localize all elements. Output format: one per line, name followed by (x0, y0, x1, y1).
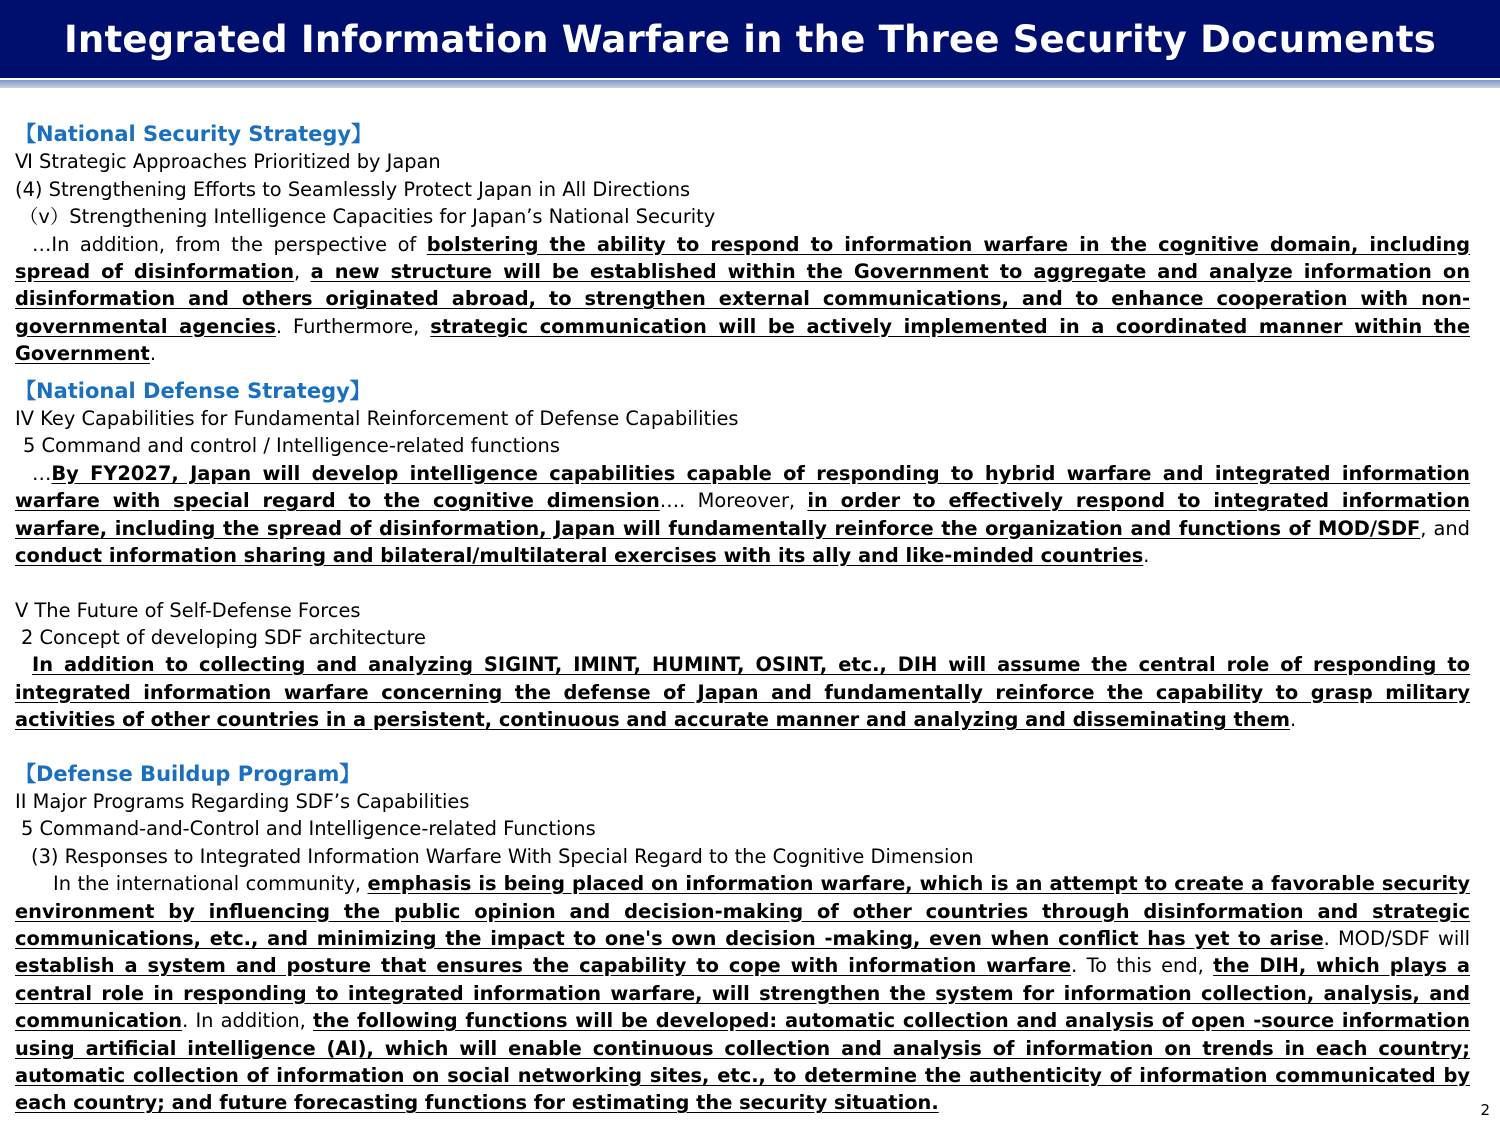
dbp-text-2: . MOD/SDF will (1323, 926, 1470, 950)
dbp-emphasis-2: establish a system and posture that ensures the capability to cope with information warfare (15, 954, 1072, 978)
nds-line-4: 2 Concept of developing SDF architecture (21, 625, 426, 649)
nds-text-4: . (1143, 544, 1150, 568)
nss-emphasis-1: bolstering the ability to respond to information warfare in the cognitive domain, including spread of disinformation (15, 232, 1471, 284)
dbp-emphasis-4: the following functions will be developed: automatic collection and analysis of open -source information using artificial intelligence (AI), which will enable continuous collection and analysis of information on trends in each country; automatic collection of information on social networking sites, etc., to determine the authenticity of information communicated by each country; and future forecasting functions for estimating the security situation. (15, 1009, 1471, 1115)
nds-section (15, 378, 1470, 734)
dbp-text-1: In the international community, (53, 872, 368, 896)
dbp-text-3: . To this end, (1071, 954, 1214, 978)
title-bar (0, 0, 1500, 78)
dbp-heading: 【Defense Buildup Program】 (15, 761, 361, 786)
nss-heading: 【National Security Strategy】 (15, 122, 373, 146)
nds-text-2: …. Moreover, (659, 489, 808, 513)
nss-text-1: …In addition, from the perspective of (32, 232, 427, 256)
page-number: 2 (1480, 1101, 1490, 1119)
title-divider (0, 80, 1500, 88)
nds-text-1: … (32, 461, 52, 485)
dbp-emphasis-1: emphasis is being placed on information warfare, which is an attempt to create a favorable security environment by influencing the public opinion and decision-making of other countries through disinformation and strategic communications, etc., and minimizing the impact to one's own decision -making, even when conflict has yet to arise (15, 872, 1471, 950)
page-title: Integrated Information Warfare in the Three Security Documents (63, 17, 1437, 61)
nss-emphasis-3: strategic communication will be actively implemented in a coordinated manner within the Government (15, 314, 1470, 366)
nss-line-2: (4) Strengthening Efforts to Seamlessly Protect Japan in All Directions (15, 177, 691, 201)
dbp-line-1: II Major Programs Regarding SDF’s Capabilities (15, 789, 470, 813)
dbp-emphasis-3: the DIH, which plays a central role in responding to integrated information warfare, will strengthen the system for information collection, analysis, and communication (15, 954, 1471, 1033)
nds-text-3: , and (1420, 516, 1470, 540)
nds-emphasis-2: in order to effectively respond to integrated information warfare, including the spread of disinformation, Japan will fundamentally reinforce the organization and functions of MOD/SDF (15, 489, 1470, 540)
nss-paragraph (15, 231, 1470, 368)
nds-emphasis-1: By FY2027, Japan will develop intelligence capabilities capable of responding to hybrid warfare and integrated information warfare with special regard to the cognitive dimension (15, 461, 1470, 513)
nss-emphasis-2: a new structure will be established within the Government to aggregate and analyze information on disinformation and others originated abroad, to strengthen external communications, and to enhance cooperation with non-governmental agencies (15, 260, 1470, 338)
dbp-paragraph (15, 870, 1470, 1117)
nds-paragraph-1 (15, 460, 1470, 570)
nds-emphasis-4: In addition to collecting and analyzing SIGINT, IMINT, HUMINT, OSINT, etc., DIH will assume the central role of responding to integrated information warfare concerning the defense of Japan and fundamentally reinforce the capability to grasp military activities of other countries in a persistent, continuous and accurate manner and analyzing and disseminating them (15, 653, 1470, 732)
nds-text-5: . (1289, 708, 1297, 732)
nss-line-3: （ⅴ）Strengthening Intelligence Capacities for Japan’s National Security (19, 205, 716, 229)
document-body (15, 121, 1470, 1117)
nds-emphasis-3: conduct information sharing and bilateral/multilateral exercises with its ally and like-minded countries (15, 544, 1144, 568)
nds-heading: 【National Defense Strategy】 (15, 378, 371, 403)
nss-section (15, 121, 1470, 368)
nss-text-4: . (149, 342, 156, 366)
nds-line-2: 5 Command and control / Intelligence-related functions (23, 434, 560, 458)
dbp-section (15, 761, 1470, 1117)
dbp-line-3: (3) Responses to Integrated Information Warfare With Special Regard to the Cognitive Dimension (31, 844, 974, 868)
nss-line-1: Ⅵ Strategic Approaches Prioritized by Japan (15, 150, 441, 174)
nds-line-3: V The Future of Self-Defense Forces (15, 598, 361, 622)
nss-text-3: . Furthermore, (275, 314, 431, 338)
spacer (15, 570, 1470, 597)
spacer (15, 734, 1470, 761)
nds-line-1: IV Key Capabilities for Fundamental Reinforcement of Defense Capabilities (15, 407, 739, 431)
spacer (15, 368, 1470, 378)
dbp-line-2: 5 Command-and-Control and Intelligence-related Functions (21, 817, 596, 841)
dbp-text-4: . In addition, (182, 1009, 314, 1033)
nds-paragraph-2 (15, 651, 1470, 733)
nss-text-2: , (294, 260, 311, 284)
